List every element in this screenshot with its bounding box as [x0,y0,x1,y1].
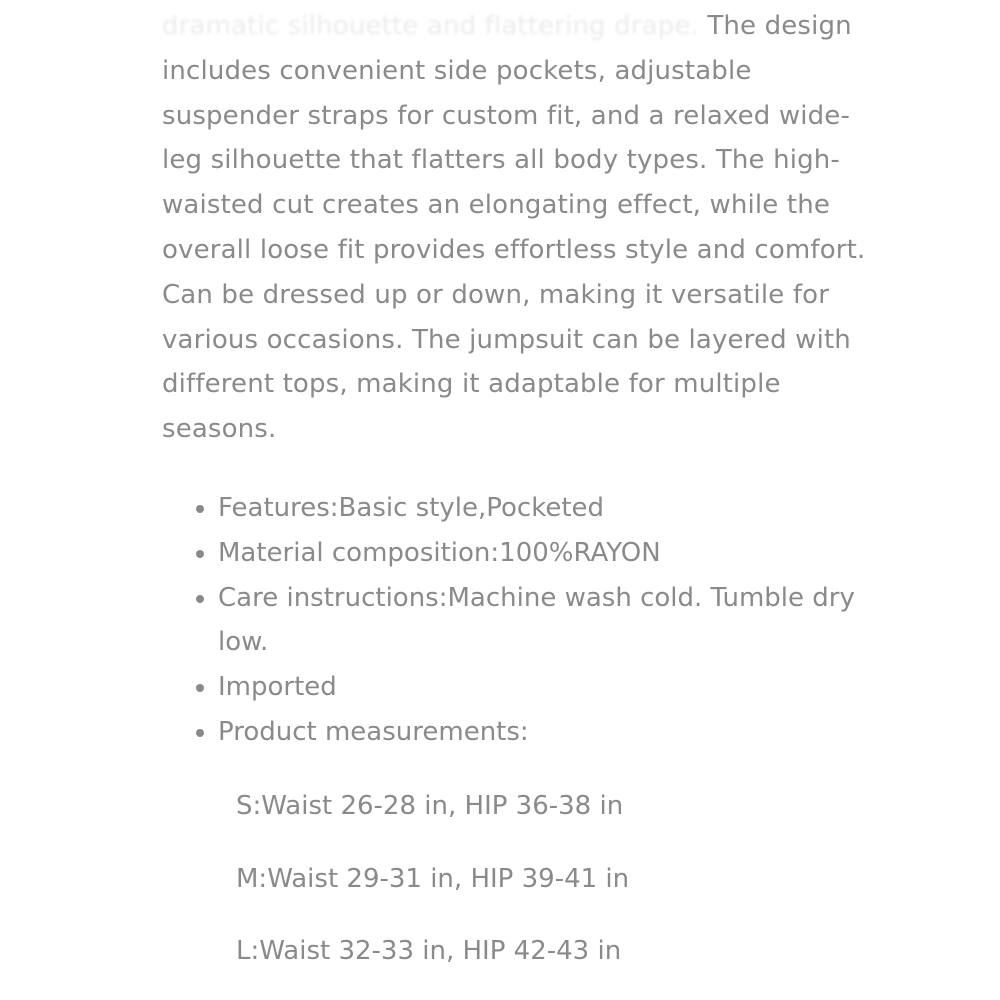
size-row-m: M:Waist 29-31 in, HIP 39-41 in [236,863,630,894]
product-details-list [162,486,872,755]
bullet-icon [196,684,204,692]
bullet-icon [196,550,204,558]
size-row-l: L:Waist 32-33 in, HIP 42-43 in [236,936,622,967]
bullet-icon [196,595,204,603]
faded-lead-text: dramatic silhouette and flattering drape. [162,11,699,41]
product-description [162,4,872,1000]
detail-text: Imported [218,672,337,703]
detail-material [162,531,872,576]
detail-measurements [162,710,872,755]
detail-features [162,486,872,531]
size-row-s: S:Waist 26-28 in, HIP 36-38 in [236,790,624,821]
bullet-icon [196,729,204,737]
detail-care [162,576,872,666]
description-paragraph [162,4,872,452]
size-measurements [236,784,872,974]
detail-text: Product measurements: [218,716,529,747]
detail-text: Care instructions:Machine wash cold. Tumble dry low. [218,582,855,658]
description-text: The design includes convenient side pockets, adjustable suspender straps for custom fit, and a relaxed wide-leg silhouette that flatters all body types. The high-waisted cut creates an elongating effect, while the overall loose fit provides effortless style and comfort. Can be dressed up or down, making it versatile for various occasions. The jumpsuit can be layered with different tops, making it adaptable for multiple seasons. [162,11,866,445]
detail-origin [162,665,872,710]
bullet-icon [196,505,204,513]
detail-text: Material composition:100%RAYON [218,537,661,568]
detail-text: Features:Basic style,Pocketed [218,492,605,523]
